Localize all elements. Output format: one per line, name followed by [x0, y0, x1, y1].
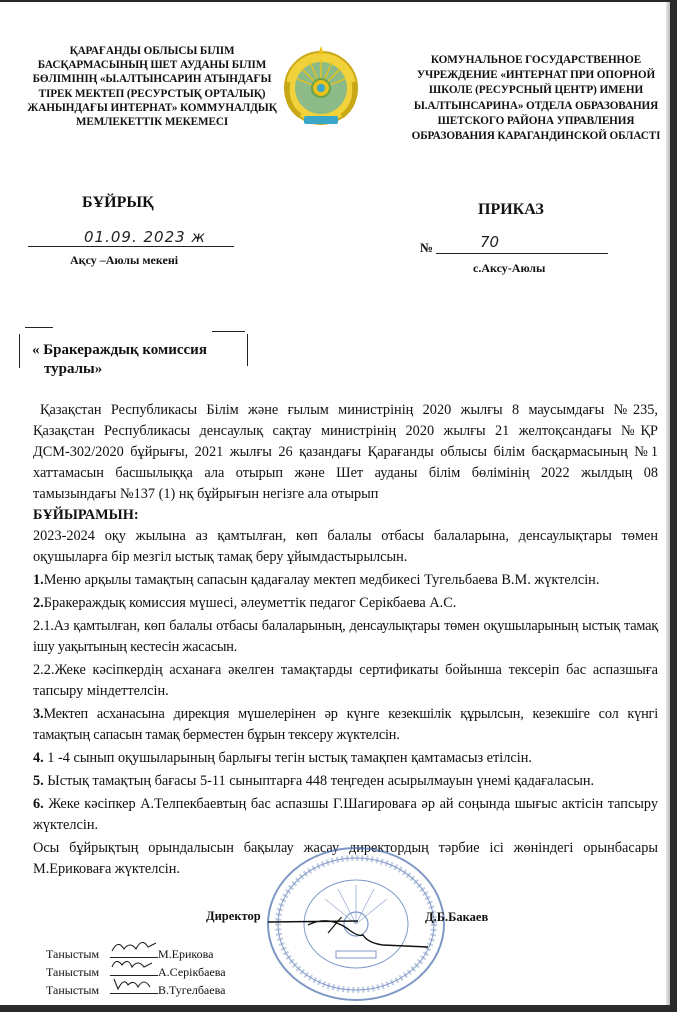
- subject-line: туралы»: [44, 361, 103, 377]
- subject-bracket: [212, 331, 245, 332]
- order-item-2-1: [33, 616, 658, 658]
- header-ru-line: ОБРАЗОВАНИЯ КАРАГАНДИНСКОЙ ОБЛАСТІ: [411, 130, 661, 143]
- subject-bracket: [25, 327, 53, 328]
- item-text: Жеке кәсіпкер А.Телпекбаевтың бас аспазшы Г.Шагироваға әр ай соңында шығыс актісін тапсыру жүктелсін.: [33, 796, 658, 833]
- ack-name: А.Серікбаева: [158, 965, 226, 979]
- ack-label: Таныстым: [46, 965, 100, 979]
- item-text: 2.2.Жеке кәсіпкердің асханаға әкелген тамақтарды сертификаты бойынша тексеріп бас аспазшыға тапсыру міндеттелсін.: [33, 662, 658, 699]
- scan-background-strip: [0, 1005, 677, 1012]
- director-label: Директор: [206, 909, 261, 923]
- item-number: 3.: [33, 706, 44, 722]
- kazakhstan-emblem-icon: [280, 42, 362, 134]
- subject-line: « Бракераждық комиссия: [32, 342, 207, 358]
- ack-name: В.Тугелбаева: [158, 983, 226, 997]
- date-underline: [28, 246, 234, 247]
- subject-bracket: [19, 334, 20, 368]
- header-ru-institution: [405, 53, 667, 144]
- director-name: Д.Б.Бакаев: [425, 910, 489, 924]
- header-ru-line: Ы.АЛТЫНСАРИНА» ОТДЕЛА ОБРАЗОВАНИЯ: [413, 99, 659, 112]
- item-text: 2.1.Аз қамтылған, көп балалы отбасы балаларының, денсаулықтары төмен оқушыларының ыстық тамақ ішу уақытының кестесін жасасын.: [33, 618, 658, 655]
- header-kz-line: ТІРЕК МЕКТЕП (РЕСУРСТЫҚ ОРТАЛЫҚ): [38, 87, 266, 100]
- header-kz-line: МЕМЛЕКЕТТІК МЕКЕМЕСІ: [75, 116, 229, 129]
- order-item-1: [33, 570, 658, 591]
- order-subject: [32, 341, 242, 379]
- control-paragraph: Осы бұйрықтың орындалысын бақылау жасау директордың тәрбие ісі жөніндегі орынбасары М.Ериковаға жүктелсін.: [33, 840, 658, 877]
- header-kz-line: ҚАРАҒАНДЫ ОБЛЫСЫ БІЛІМ: [69, 45, 235, 57]
- item-text: Ыстық тамақтың бағасы 5-11 сыныптарға 448 теңгеден асырылмауын үнемі қадағаласын.: [43, 773, 595, 789]
- order-item-2: [33, 593, 658, 614]
- order-item-4: [33, 748, 658, 769]
- header-ru-line: ШЕТСКОГО РАЙОНА УПРАВЛЕНИЯ: [437, 114, 635, 127]
- order-item-3: [33, 704, 658, 746]
- page-edge: [666, 2, 670, 1005]
- ack-label: Таныстым: [46, 983, 100, 997]
- order-title-kz: БҰЙРЫҚ: [82, 194, 154, 211]
- ack-name: М.Ерикова: [158, 947, 214, 961]
- item-number: 1.: [33, 572, 44, 588]
- item-text: Меню арқылы тамақтың сапасын қадағалау мектеп медбикесі Тугельбаева В.М. жүктелсін.: [43, 572, 600, 588]
- header-ru-line: ШКОЛЕ (РЕСУРСНЫЙ ЦЕНТР) ИМЕНИ: [428, 84, 644, 97]
- header-kz-line: БАСҚАРМАСЫНЫҢ ШЕТ АУДАНЫ БІЛІМ: [37, 59, 267, 72]
- order-item-6: [33, 794, 658, 836]
- item-number: 4.: [33, 750, 44, 766]
- handwritten-signature-icon: [110, 981, 158, 994]
- director-signature-icon: [268, 917, 378, 943]
- order-date: 01.09. 2023 ж: [84, 228, 206, 246]
- item-number: 5.: [33, 773, 44, 789]
- number-underline: [436, 253, 608, 254]
- order-item-2-2: [33, 660, 658, 702]
- header-ru-line: УЧРЕЖДЕНИЕ «ИНТЕРНАТ ПРИ ОПОРНОЙ: [416, 69, 656, 82]
- item-text: Бракераждық комиссия мүшесі, әлеуметтік педагог Серікбаева А.С.: [43, 595, 457, 611]
- item-number: 2.: [33, 595, 44, 611]
- order-title-ru: ПРИКАЗ: [478, 201, 544, 218]
- header-kz-line: ЖАНЫНДАҒЫ ИНТЕРНАТ» КОММУНАЛДЫҚ: [27, 101, 277, 114]
- order-item-5: [33, 771, 658, 792]
- ack-label: Таныстым: [46, 947, 100, 961]
- order-word: БҰЙЫРАМЫН:: [33, 507, 139, 523]
- item-text: 1 -4 сынып оқушыларының барлығы тегін ыстық тамақпен қамтамасыз етілсін.: [43, 750, 532, 766]
- header-kz-line: БӨЛІМІНІҢ «Ы.АЛТЫНСАРИН АТЫНДАҒЫ: [32, 73, 272, 86]
- preamble-paragraph: Қазақстан Республикасы Білім және ғылым министрінің 2020 жылғы 8 маусымдағы №235, Қазақстан Республикасы денсаулық сақтау министрінің 2020 жылғы 21 желтоқсандағы №ҚР ДСМ-302/2020 бұйрығы, 2021 жылғы 26 қазандағы Қарағанды облысы білім басқармасының №1 хаттамасын басшылыққа ала отырып және Шет ауданы білім бөлімінің 2022 жылдың 08 тамызындағы №137 (1) нқ бұйрығын негізге ала отырып: [33, 402, 658, 502]
- item-text: Мектеп асханасына дирекция мүшелерінен әр күнге кезекшілік құрылсын, кезекшіге сол күнгі тамақтың сапасын тамақ берместен бұрын тексеру жүктелсін.: [33, 706, 658, 743]
- subject-bracket: [247, 334, 248, 366]
- order-number: 70: [480, 233, 500, 251]
- header-ru-line: КОМУНАЛЬНОЕ ГОСУДАРСТВЕННОЕ: [430, 54, 642, 66]
- place-ru: с.Аксу-Аюлы: [473, 261, 546, 275]
- document-page: [0, 2, 670, 1005]
- item-number: 6.: [33, 796, 44, 812]
- intro-paragraph: 2023-2024 оқу жылына аз қамтылған, көп балалы отбасы балаларына, денсаулықтары төмен оқушыларға бір мезгіл ыстық тамақ беру ұйымдастырылсын.: [33, 528, 658, 565]
- place-kz: Ақсу –Аюлы мекені: [70, 253, 179, 267]
- order-body: [33, 400, 658, 880]
- order-number-label: №: [420, 240, 434, 255]
- acknowledgement-list: [46, 945, 226, 999]
- acknowledgement-row: [46, 981, 226, 999]
- header-kz-institution: [22, 44, 282, 129]
